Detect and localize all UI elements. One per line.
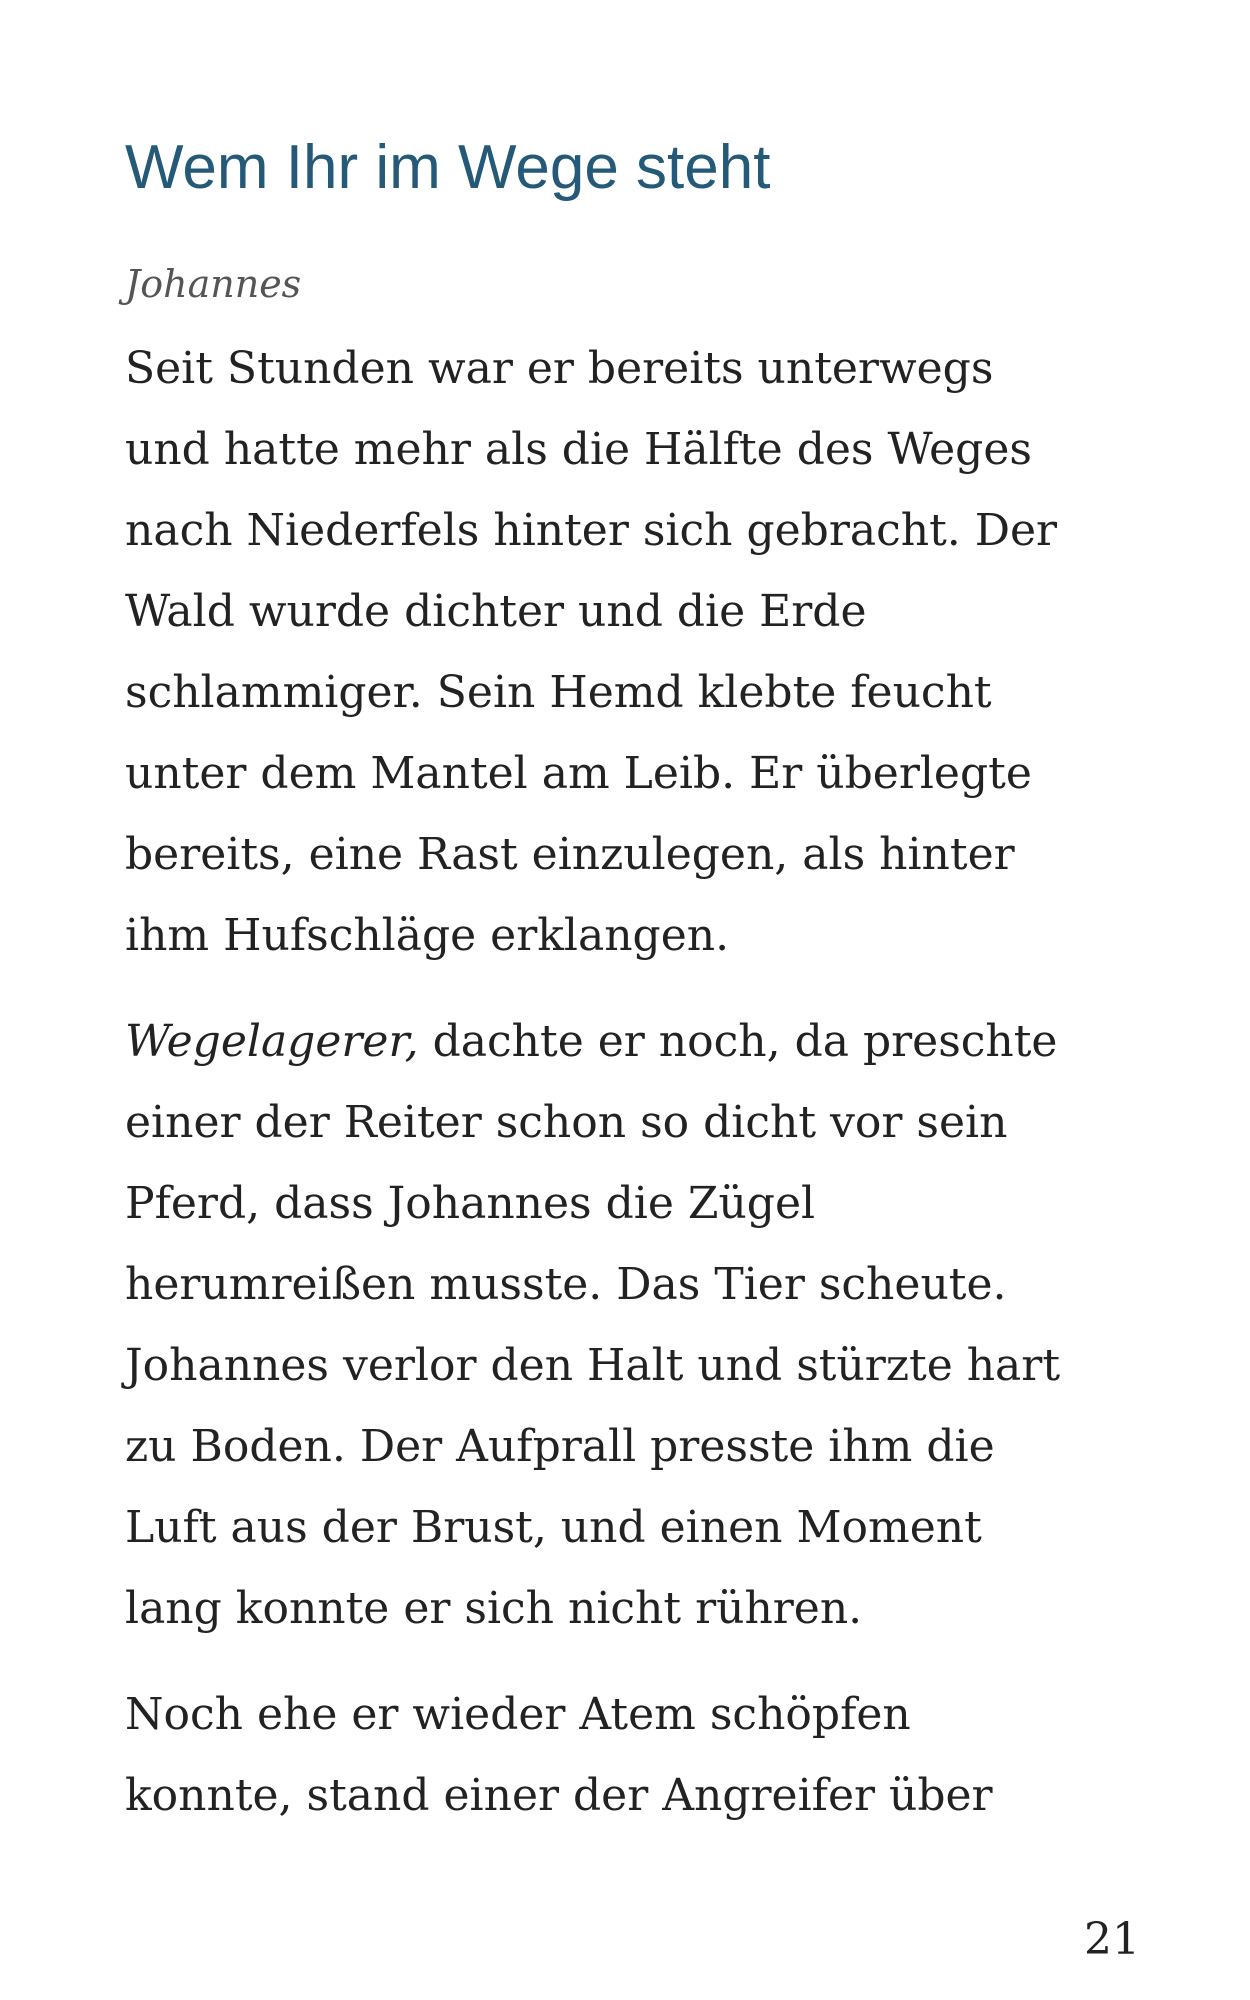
chapter-title: Wem Ihr im Wege steht [125, 133, 771, 202]
text-line: Pferd, dass Johannes die Zügel [125, 1178, 816, 1229]
text-line: Wald wurde dichter und die Erde [125, 586, 867, 637]
text-line: Luft aus der Brust, und einen Moment [125, 1502, 982, 1553]
text-line: Seit Stunden war er bereits unterwegs [125, 343, 994, 394]
italic-thought: Wegelagerer, [125, 1016, 419, 1067]
text-line: nach Niederfels hinter sich gebracht. Der [125, 505, 1058, 556]
page-number: 21 [1084, 1914, 1140, 1965]
text-line [125, 1001, 1165, 1082]
text-line: schlammiger. Sein Hemd klebte feucht [125, 667, 992, 718]
text-line: ihm Hufschläge erklangen. [125, 910, 730, 961]
paragraph-1 [125, 328, 1165, 976]
pov-character-label: Johannes [125, 262, 302, 306]
text-line: unter dem Mantel am Leib. Er überlegte [125, 748, 1032, 799]
paragraph-2 [125, 1001, 1165, 1649]
text-line: und hatte mehr als die Hälfte des Weges [125, 424, 1032, 475]
text-line: konnte, stand einer der Angreifer über [125, 1770, 993, 1821]
text-line: bereits, eine Rast einzulegen, als hinter [125, 829, 1015, 880]
text-line: einer der Reiter schon so dicht vor sein [125, 1097, 1008, 1148]
text-line-rest: dachte er noch, da preschte [418, 1016, 1058, 1067]
text-line: Noch ehe er wieder Atem schöpfen [125, 1689, 911, 1740]
text-line: zu Boden. Der Aufprall presste ihm die [125, 1421, 995, 1472]
text-line: herumreißen musste. Das Tier scheute. [125, 1259, 1007, 1310]
text-line: lang konnte er sich nicht rühren. [125, 1583, 863, 1634]
text-line: Johannes verlor den Halt und stürzte hart [125, 1340, 1060, 1391]
paragraph-3 [125, 1674, 1165, 1836]
